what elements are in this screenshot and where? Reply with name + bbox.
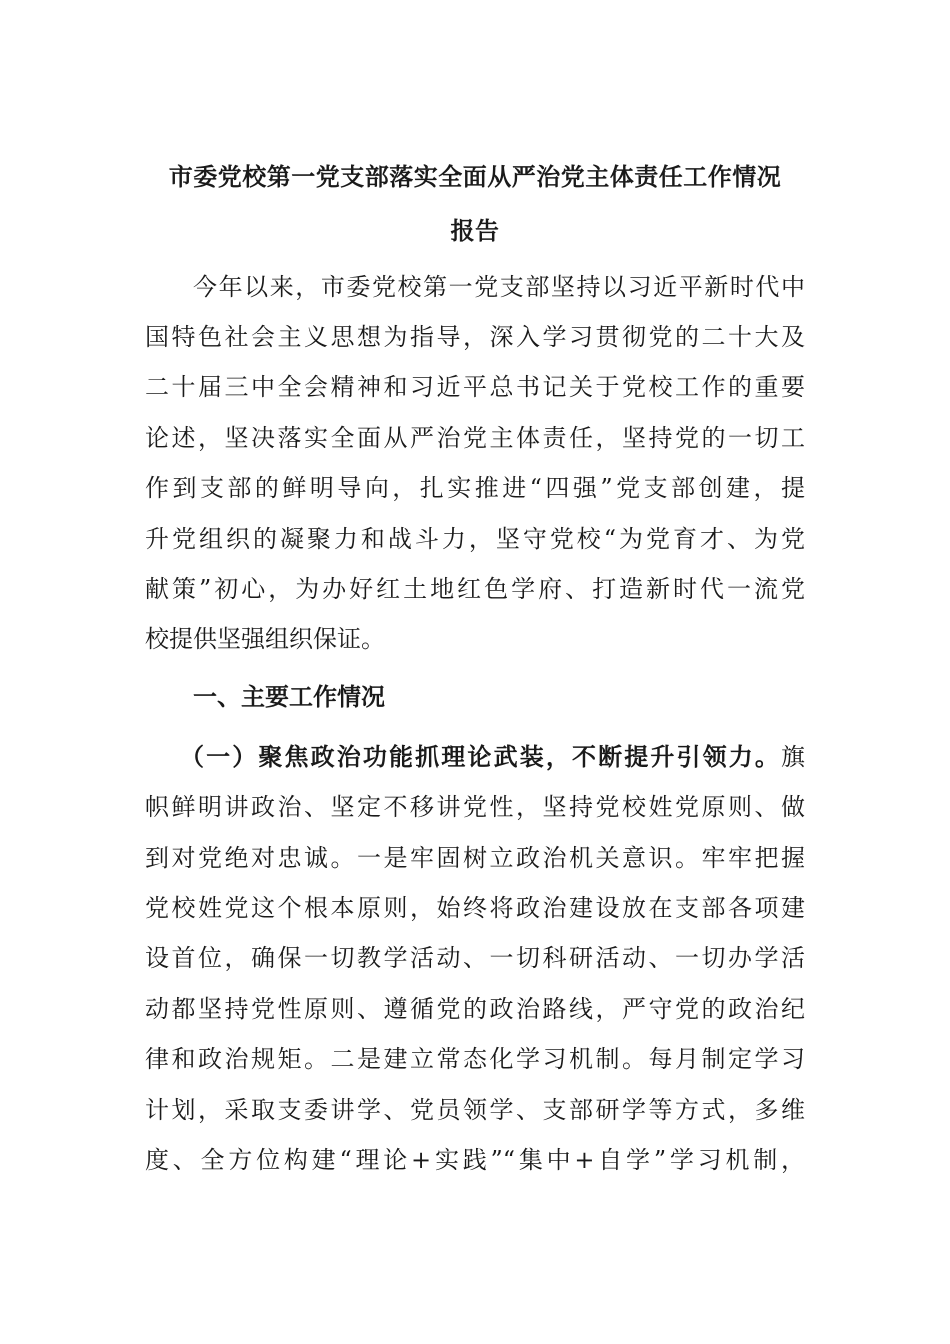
intro-line: 二十届三中全会精神和习近平总书记关于党校工作的重要: [145, 373, 805, 401]
section-heading: 一、主要工作情况: [193, 683, 385, 711]
intro-line: 校提供坚强组织保证。: [145, 625, 385, 653]
intro-line: 作到支部的鲜明导向，扎实推进“四强”党支部创建，提: [145, 474, 805, 502]
intro-line: 今年以来，市委党校第一党支部坚持以习近平新时代中: [193, 273, 805, 301]
body-line: 到对党绝对忠诚。一是牢固树立政治机关意识。牢牢把握: [145, 844, 805, 872]
intro-line: 升党组织的凝聚力和战斗力，坚守党校“为党育才、为党: [145, 525, 805, 553]
subsection-heading-tail: 旗: [781, 743, 805, 771]
body-line: 党校姓党这个根本原则，始终将政治建设放在支部各项建: [145, 894, 805, 922]
subsection-heading: （一）聚焦政治功能抓理论武装，不断提升引领力。: [180, 743, 781, 771]
body-line: 计划，采取支委讲学、党员领学、支部研学等方式，多维: [145, 1096, 805, 1124]
intro-line: 论述，坚决落实全面从严治党主体责任，坚持党的一切工: [145, 424, 805, 452]
document-title-line-2: 报告: [450, 217, 500, 245]
document-title-line-1: 市委党校第一党支部落实全面从严治党主体责任工作情况: [168, 163, 782, 191]
body-line: 律和政治规矩。二是建立常态化学习机制。每月制定学习: [145, 1045, 805, 1073]
body-line: 帜鲜明讲政治、坚定不移讲党性，坚持党校姓党原则、做: [145, 793, 805, 821]
subsection-heading-line: [180, 742, 805, 772]
body-line: 度、全方位构建“理论+实践”“集中+自学”学习机制，: [145, 1146, 805, 1174]
body-line: 设首位，确保一切教学活动、一切科研活动、一切办学活: [145, 944, 805, 972]
body-line: 动都坚持党性原则、遵循党的政治路线，严守党的政治纪: [145, 995, 805, 1023]
intro-line: 献策”初心，为办好红土地红色学府、打造新时代一流党: [145, 575, 805, 603]
intro-line: 国特色社会主义思想为指导，深入学习贯彻党的二十大及: [145, 323, 805, 351]
